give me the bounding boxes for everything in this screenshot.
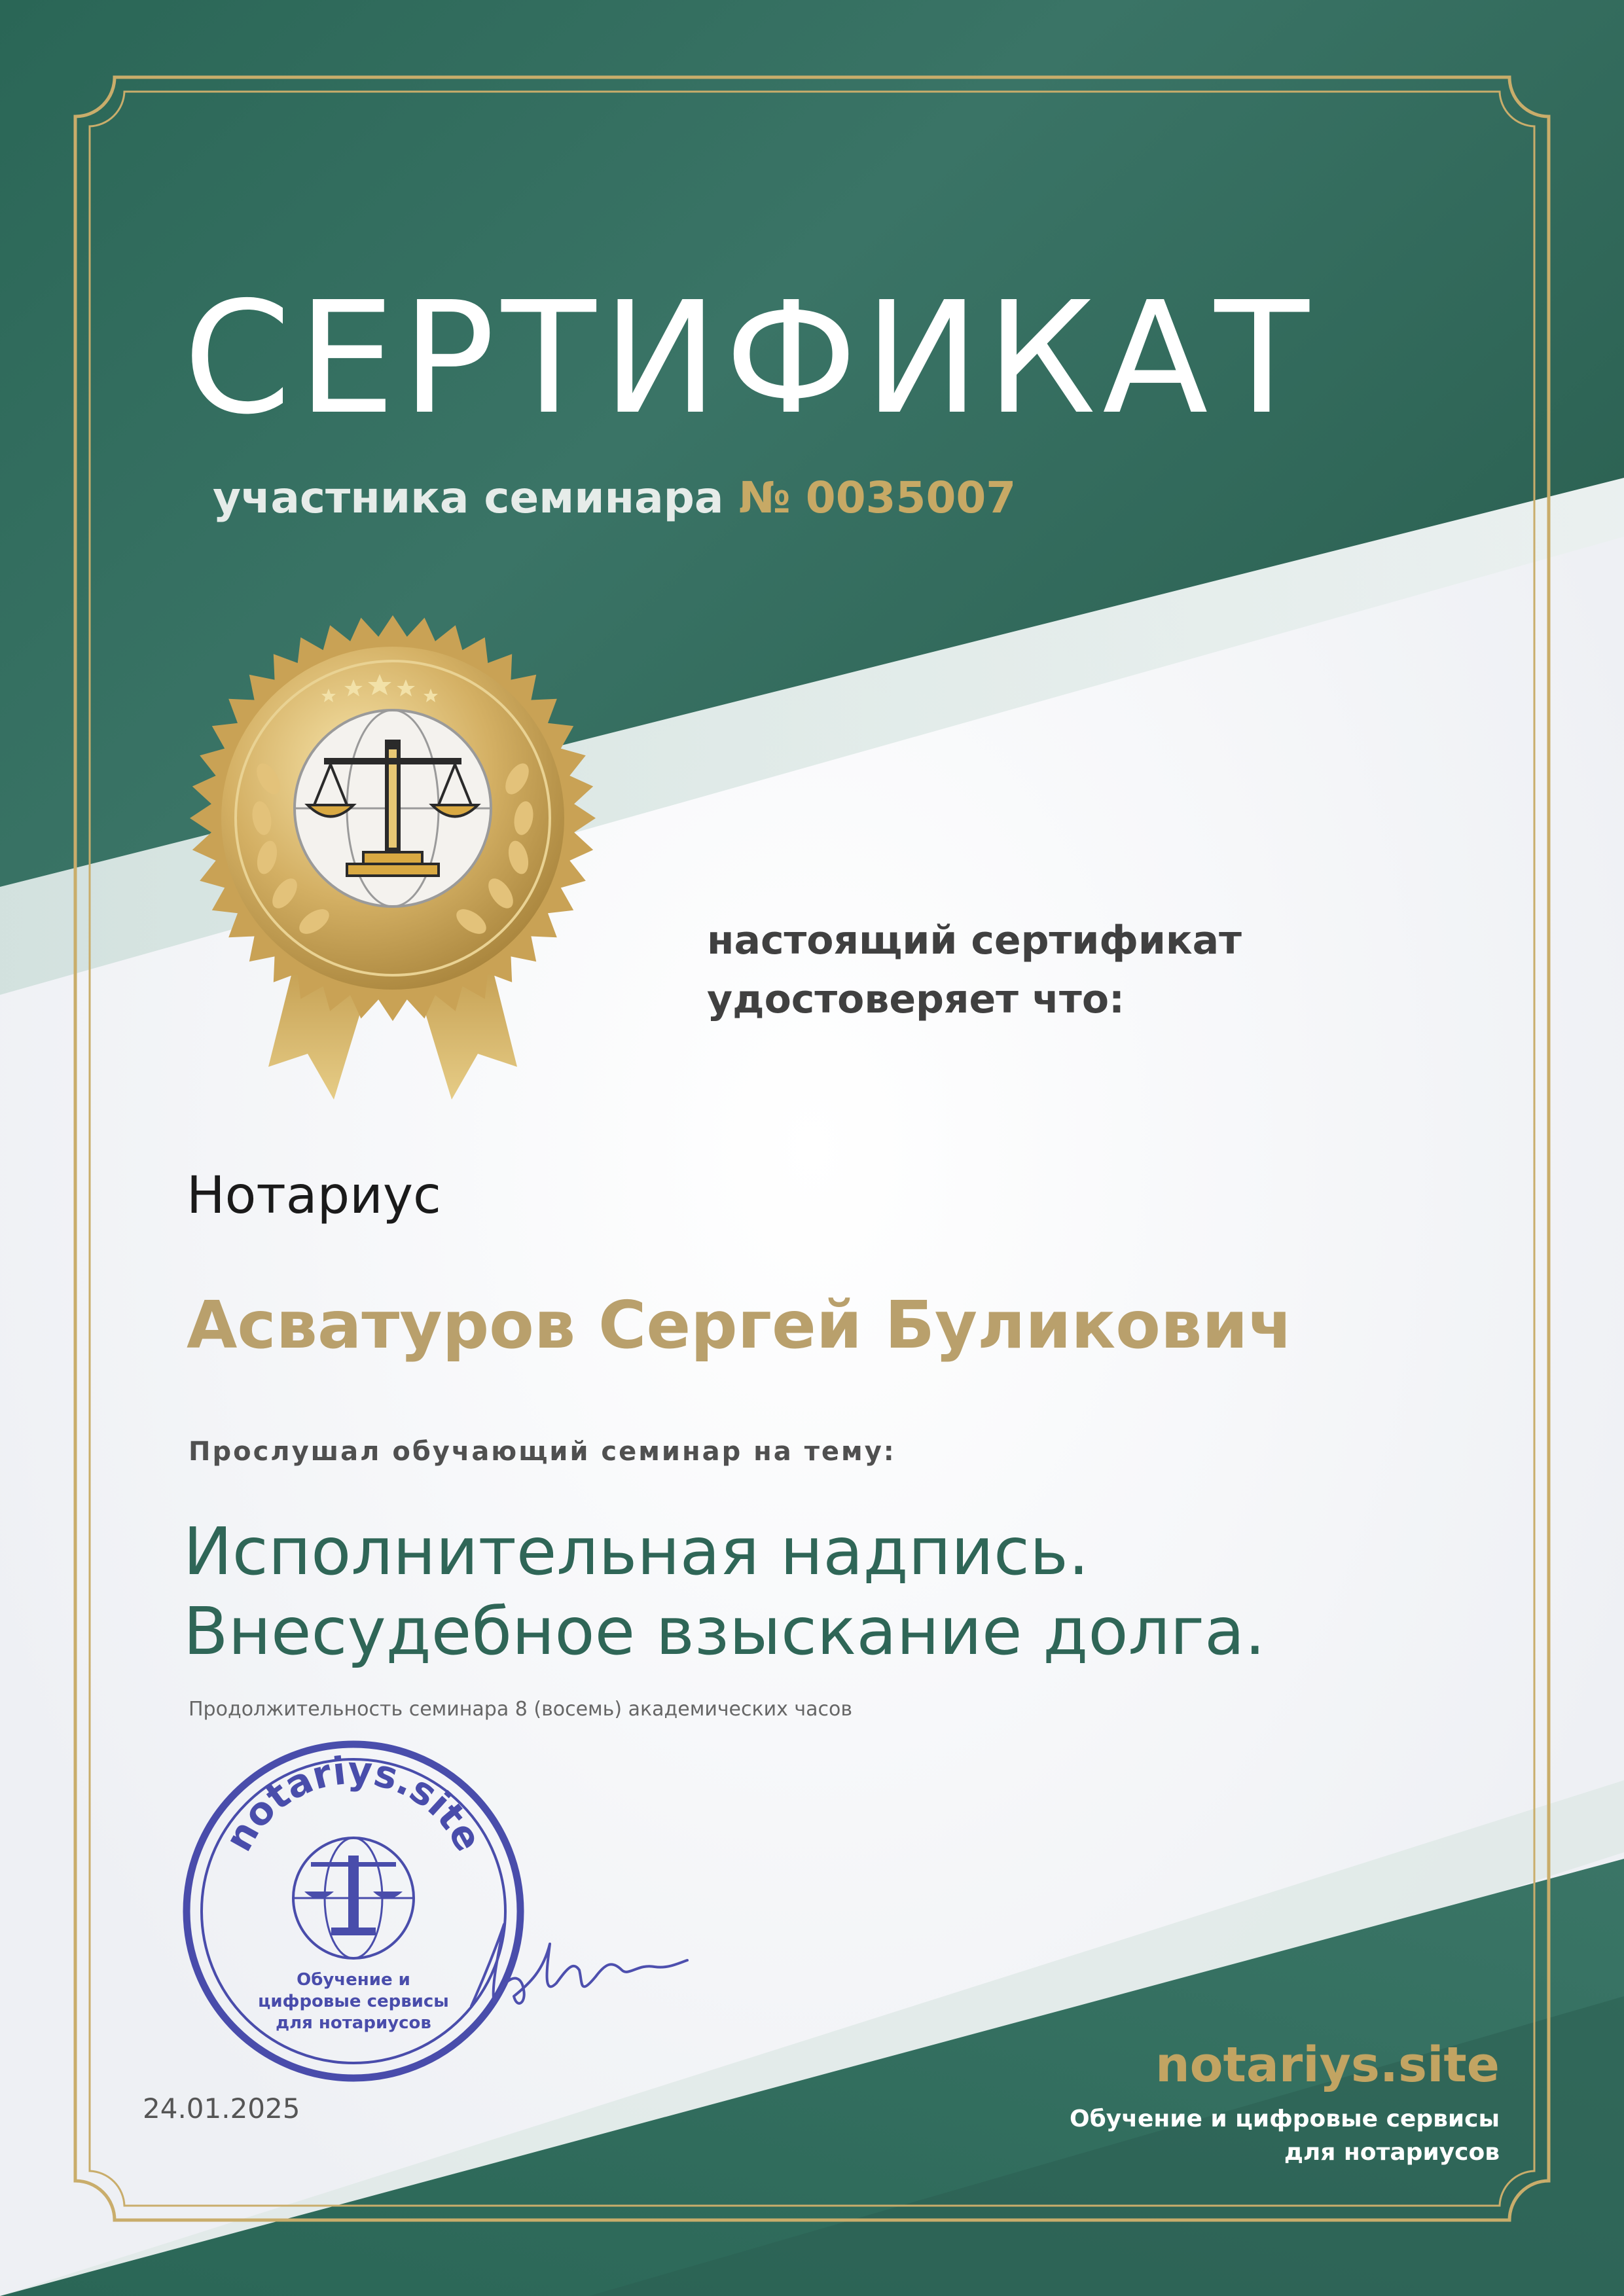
stamp-line-2: цифровые сервисы xyxy=(258,1992,449,2011)
brand-tagline-line-2: для нотариусов xyxy=(1284,2139,1500,2166)
seminar-duration: Продолжительность семинара 8 (восемь) академических часов xyxy=(189,1698,853,1721)
subtitle-prefix: участника семинара xyxy=(213,473,739,523)
brand-tagline-line-1: Обучение и цифровые сервисы xyxy=(1070,2106,1500,2132)
stamp-line-3: для нотариусов xyxy=(276,2013,431,2033)
certifies-line-1: настоящий сертификат xyxy=(707,918,1242,963)
brand-tagline xyxy=(976,2102,1500,2169)
certificate-number: № 0035007 xyxy=(738,473,1017,523)
listened-label: Прослушал обучающий семинар на тему: xyxy=(189,1437,896,1467)
certificate-subtitle xyxy=(213,473,1017,523)
stamp-line-1: Обучение и xyxy=(297,1970,410,1990)
seminar-topic xyxy=(183,1512,1265,1672)
topic-line-2: Внесудебное взыскание долга. xyxy=(183,1593,1266,1670)
stamp-arc-text: notariys.site xyxy=(216,1748,491,1859)
certificate-title: СЕРТИФИКАТ xyxy=(183,268,1316,448)
recipient-name: Асватуров Сергей Буликович xyxy=(187,1287,1293,1363)
signature-icon xyxy=(458,1898,694,2029)
certifies-line-2: удостоверяет что: xyxy=(707,977,1125,1022)
certifies-statement xyxy=(707,911,1296,1029)
issue-date: 24.01.2025 xyxy=(143,2092,300,2125)
brand-name: notariys.site xyxy=(1155,2037,1500,2093)
gold-medal-icon xyxy=(183,609,602,1106)
recipient-role: Нотариус xyxy=(187,1166,441,1225)
topic-line-1: Исполнительная надпись. xyxy=(183,1513,1089,1590)
